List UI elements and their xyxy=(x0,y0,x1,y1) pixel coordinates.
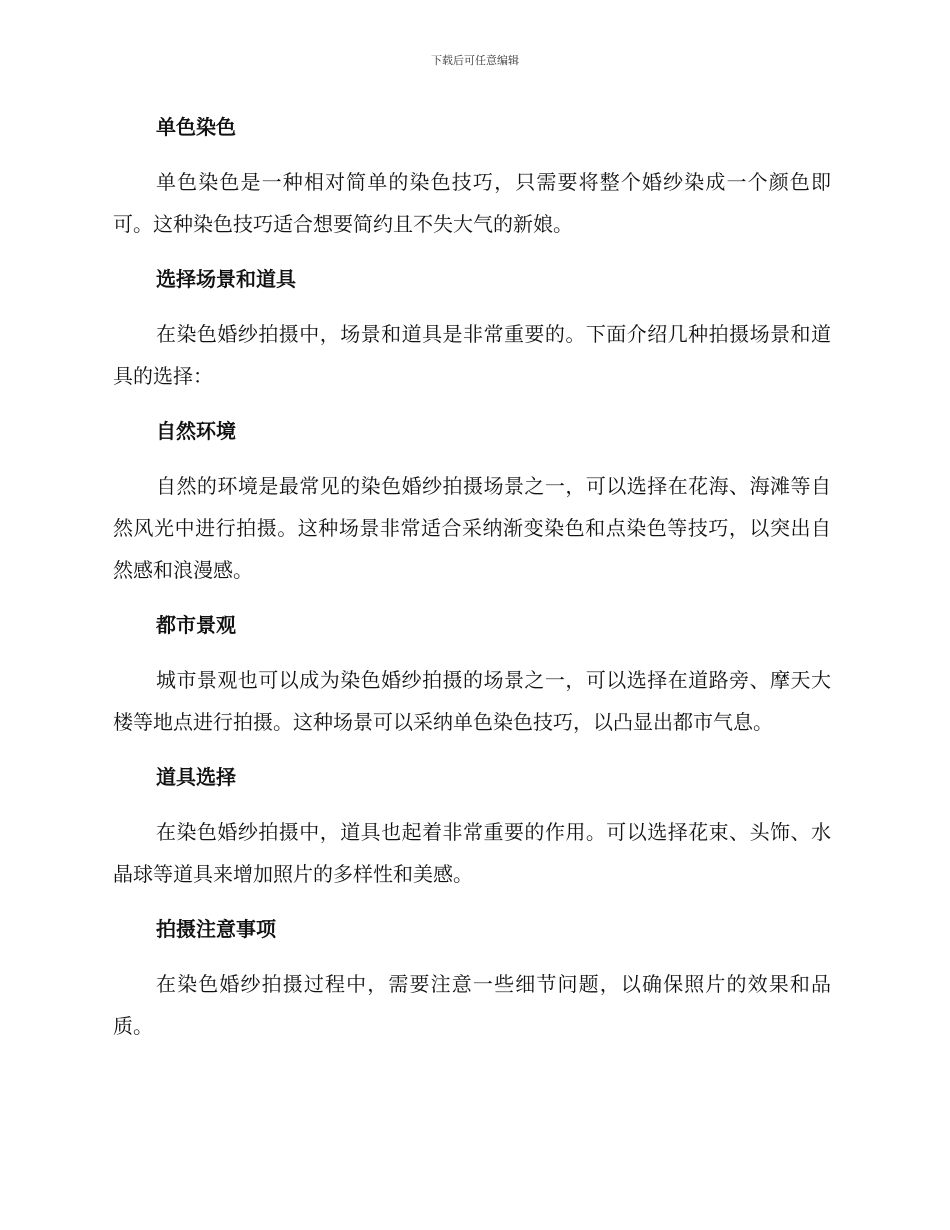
section-heading: 道具选择 xyxy=(156,765,236,789)
section-paragraph: 在染色婚纱拍摄中，场景和道具是非常重要的。下面介绍几种拍摄场景和道具的选择： xyxy=(113,322,831,388)
section-paragraph: 单色染色是一种相对简单的染色技巧，只需要将整个婚纱染成一个颜色即可。这种染色技巧适合想要简约且不失大气的新娘。 xyxy=(113,170,831,236)
section-paragraph: 城市景观也可以成为染色婚纱拍摄的场景之一，可以选择在道路旁、摩天大楼等地点进行拍摄。这种场景可以采纳单色染色技巧，以凸显出都市气息。 xyxy=(113,668,831,734)
section-heading: 单色染色 xyxy=(156,115,236,139)
section-scene-and-props xyxy=(113,260,831,397)
section-heading: 都市景观 xyxy=(156,613,236,637)
section-paragraph: 在染色婚纱拍摄过程中，需要注意一些细节问题，以确保照片的效果和品质。 xyxy=(113,972,831,1038)
document-body xyxy=(113,108,831,1062)
section-natural-environment xyxy=(113,412,831,591)
section-paragraph: 在染色婚纱拍摄中，道具也起着非常重要的作用。可以选择花束、头饰、水晶球等道具来增加照片的多样性和美感。 xyxy=(113,820,831,886)
section-heading: 选择场景和道具 xyxy=(156,267,296,291)
section-urban-landscape xyxy=(113,606,831,743)
section-monochrome-dye xyxy=(113,108,831,245)
section-prop-selection xyxy=(113,758,831,895)
section-heading: 自然环境 xyxy=(156,419,236,443)
section-shooting-notes xyxy=(113,910,831,1047)
section-paragraph: 自然的环境是最常见的染色婚纱拍摄场景之一，可以选择在花海、海滩等自然风光中进行拍摄。这种场景非常适合采纳渐变染色和点染色等技巧，以突出自然感和浪漫感。 xyxy=(113,474,831,582)
page-header-note: 下载后可任意编辑 xyxy=(431,54,519,67)
section-heading: 拍摄注意事项 xyxy=(156,917,276,941)
